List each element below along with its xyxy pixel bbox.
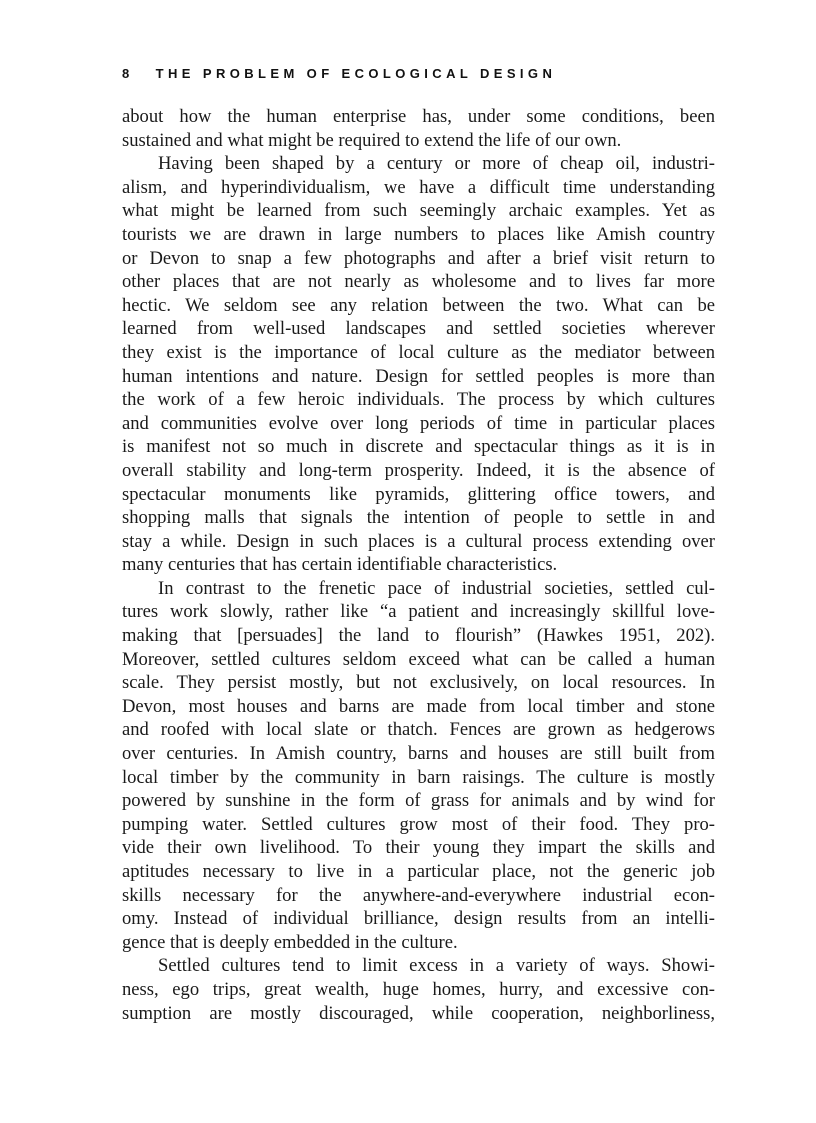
text-line: omy. Instead of individual brilliance, design results from an intelli- <box>122 908 715 930</box>
paragraph <box>122 577 715 955</box>
text-line: the work of a few heroic individuals. The process by which cultures <box>122 389 715 411</box>
text-line: vide their own livelihood. To their young they impart the skills and <box>122 837 715 859</box>
text-line: pumping water. Settled cultures grow most of their food. They pro- <box>122 813 715 835</box>
running-title: THE PROBLEM OF ECOLOGICAL DESIGN <box>155 66 557 81</box>
text-line: Settled cultures tend to limit excess in a variety of ways. Showi- <box>158 955 715 977</box>
paragraph <box>122 954 715 1025</box>
text-line: shopping malls that signals the intention of people to settle in and <box>122 507 715 529</box>
text-line: they exist is the importance of local culture as the mediator between <box>122 341 715 363</box>
text-line: skills necessary for the anywhere-and-everywhere industrial econ- <box>122 884 715 906</box>
text-line: what might be learned from such seemingly archaic examples. Yet as <box>122 200 715 222</box>
text-line: Having been shaped by a century or more of cheap oil, industri- <box>158 153 715 175</box>
text-line: aptitudes necessary to live in a particular place, not the generic job <box>122 861 715 882</box>
text-line: Devon, most houses and barns are made from local timber and stone <box>122 695 715 717</box>
text-line: sustained and what might be required to extend the life of our own. <box>122 129 622 151</box>
text-line: tures work slowly, rather like “a patient and increasingly skillful love- <box>122 601 715 623</box>
text-line: local timber by the community in barn raisings. The culture is mostly <box>122 766 715 788</box>
text-line: human intentions and nature. Design for settled peoples is more than <box>122 365 715 387</box>
text-line: or Devon to snap a few photographs and after a brief visit return to <box>122 247 715 269</box>
text-line: learned from well-used landscapes and settled societies wherever <box>122 318 715 340</box>
text-line: over centuries. In Amish country, barns and houses are still built from <box>122 743 715 765</box>
text-line: sumption are mostly discouraged, while cooperation, neighborliness, <box>122 1002 715 1024</box>
text-line: Moreover, settled cultures seldom exceed what can be called a human <box>122 648 715 670</box>
text-line: is manifest not so much in discrete and spectacular things as it is in <box>122 436 715 458</box>
text-line: powered by sunshine in the form of grass for animals and by wind for <box>122 790 715 812</box>
text-line: alism, and hyperindividualism, we have a difficult time understanding <box>122 176 715 198</box>
text-line: hectic. We seldom see any relation between the two. What can be <box>122 294 715 316</box>
paragraph <box>122 105 715 152</box>
text-line: tourists we are drawn in large numbers to places like Amish country <box>122 223 715 245</box>
running-head <box>122 66 556 81</box>
text-line: about how the human enterprise has, under some conditions, been <box>122 106 715 127</box>
text-line: overall stability and long-term prosperity. Indeed, it is the absence of <box>122 459 715 481</box>
text-line: spectacular monuments like pyramids, glittering office towers, and <box>122 483 715 505</box>
text-line: scale. They persist mostly, but not exclusively, on local resources. In <box>122 672 715 694</box>
text-line: and roofed with local slate or thatch. Fences are grown as hedgerows <box>122 719 715 741</box>
body-text <box>122 105 715 1025</box>
text-line: other places that are not nearly as wholesome and to lives far more <box>122 271 715 293</box>
text-line: making that [persuades] the land to flourish” (Hawkes 1951, 202). <box>122 625 715 647</box>
text-line: and communities evolve over long periods of time in particular places <box>122 412 715 434</box>
text-line: ness, ego trips, great wealth, huge homes, hurry, and excessive con- <box>122 978 715 1000</box>
page-number: 8 <box>122 66 134 81</box>
text-line: many centuries that has certain identifiable characteristics. <box>122 554 558 576</box>
text-line: In contrast to the frenetic pace of industrial societies, settled cul- <box>158 577 715 599</box>
text-line: stay a while. Design in such places is a cultural process extending over <box>122 530 715 552</box>
paragraph <box>122 152 715 577</box>
text-line: gence that is deeply embedded in the culture. <box>122 931 458 953</box>
